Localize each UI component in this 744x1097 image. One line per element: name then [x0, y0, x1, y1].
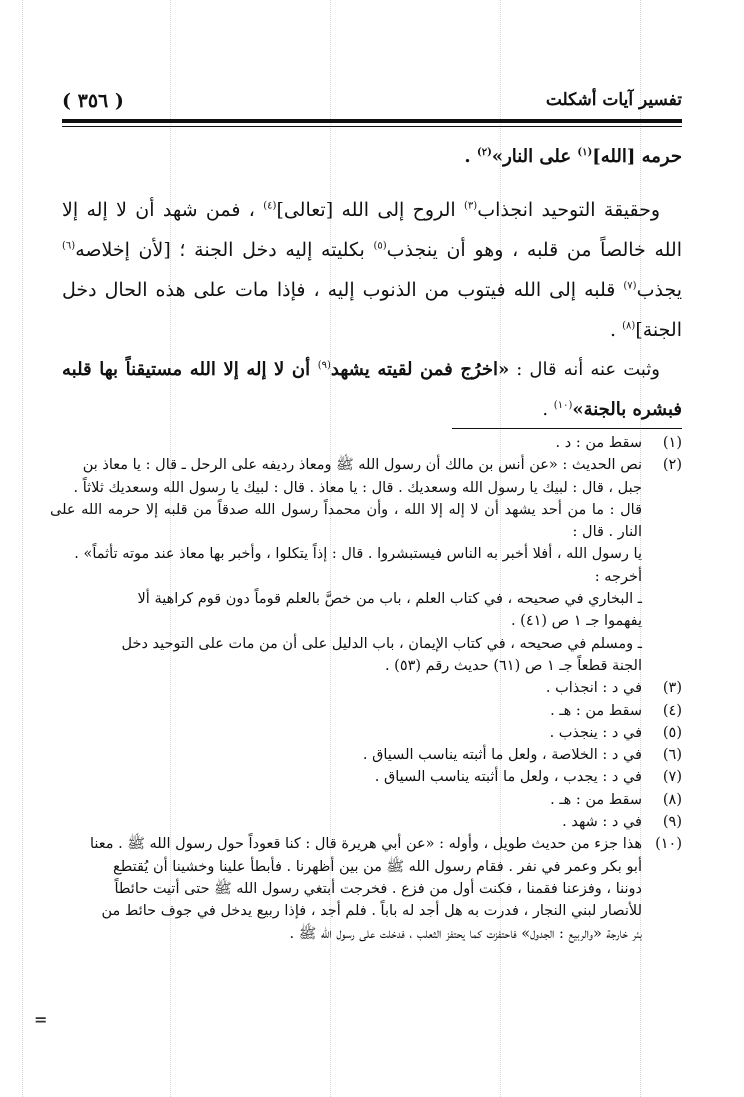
footnote-item	[50, 677, 682, 699]
footnote-ref-10[interactable]: (١٠)	[553, 400, 573, 411]
text-run: الروح إلى الله [تعالى]	[276, 199, 464, 221]
body-paragraph-tawhid	[62, 190, 682, 350]
footnote-line: دوننا ، وفزعنا فقمنا ، فكنت أول من فزع . فخرجت أبتغي رسول الله ﷺ حتى أتيت حائطاً	[114, 880, 642, 897]
footnote-line: سقط من : د .	[555, 435, 642, 451]
footnote-item	[50, 789, 682, 811]
footnote-line: في د : شهد .	[562, 814, 642, 831]
footnote-item	[50, 454, 682, 677]
footnote-ref-2[interactable]: (٢)	[476, 147, 492, 158]
footnote-line: سقط من : هـ .	[550, 702, 642, 719]
footnote-ref-7[interactable]: (٧)	[623, 280, 637, 292]
continuation-mark: =	[34, 1010, 48, 1029]
footnote-line: في د : انجذاب .	[545, 680, 642, 697]
footnote-separator	[452, 428, 682, 429]
hadith-quote: أن لا إله إلا الله مستيقناً بها قلبه فبشره بالجنة»	[62, 359, 682, 420]
page-number: ( ٣٥٦ )	[62, 90, 124, 112]
footnote-ref-5[interactable]: (٥)	[373, 240, 387, 252]
scan-guide-line	[22, 0, 23, 1097]
footnote-line: أبو بكر وعمر في نفر . فقام رسول الله ﷺ من بين أظهرنا . فأبطأ علينا وخشينا أن يُقتطع	[113, 858, 642, 875]
footnote-line: جبل ، قال : لبيك يا رسول الله وسعديك . قال : يا معاذ . قال : لبيك يا رسول الله وسعديك ثلاثاً .	[73, 479, 642, 496]
running-title: تفسير آيات أشكلت	[545, 90, 682, 110]
footnote-ref-1[interactable]: (١)	[577, 147, 593, 158]
hadith-quote: «اخرُج فمن لقيته يشهد	[330, 359, 510, 380]
footnote-item	[50, 722, 682, 744]
footnote-line: قال : ما من أحد يشهد أن لا إله إلا الله ، وأن محمداً رسول الله صدقاً من قلبه إلا حرمه الله على النار . قال :	[50, 501, 642, 541]
footnote-item	[50, 811, 682, 833]
text-run: حرمه [الله]	[592, 146, 682, 167]
footnote-line: الجنة قطعاً جـ ١ ص (٦١) حديث رقم (٥٣) .	[384, 657, 642, 674]
footnote-ref-6[interactable]: (٦)	[62, 240, 76, 252]
footnote-number: (٢)	[662, 457, 682, 474]
text-run: يجذب	[636, 279, 682, 301]
footnote-item	[50, 432, 682, 454]
text-run: على النار»	[491, 146, 578, 167]
footnote-number: (٩)	[662, 814, 682, 831]
footnote-item	[50, 833, 682, 944]
footnote-ref-8[interactable]: (٨)	[622, 320, 636, 332]
text-run: بكليته إليه دخل الجنة ؛ [لأن إخلاصه	[75, 239, 374, 261]
footnote-item	[50, 744, 682, 766]
footnote-line: أخرجه :	[594, 568, 642, 585]
footnote-line: هذا جزء من حديث طويل ، وأوله : «عن أبي هريرة قال : كنا قعوداً حول رسول الله ﷺ . معنا	[90, 836, 642, 853]
header-rule-thick	[62, 119, 682, 123]
text-run: .	[464, 146, 477, 167]
text-run: ، فمن شهد أن لا إله إلا الله خالصاً من قلبه ، وهو أن ينجذب	[62, 199, 682, 261]
page-header	[62, 86, 682, 116]
footnote-line: نص الحديث : «عن أنس بن مالك أن رسول الله ﷺ ومعاذ رديفه على الرحل ـ قال : يا معاذ بن	[82, 457, 642, 474]
footnote-number: (٥)	[662, 724, 682, 741]
body-paragraph-continuation	[62, 140, 682, 174]
footnote-line: في د : ينجذب .	[549, 724, 642, 741]
footnote-number: (٤)	[662, 702, 682, 719]
footnote-number: (٣)	[662, 680, 682, 697]
text-run: قلبه إلى الله فيتوب من الذنوب إليه ، فإذا مات على هذه الحال دخل الجنة]	[62, 279, 682, 341]
footnote-line: يا رسول الله ، أفلا أخبر به الناس فيستبشروا . قال : إذاً يتكلوا ، وأخبر بها معاذ عند موته تأثماً» .	[74, 546, 642, 563]
footnote-item	[50, 766, 682, 788]
footnote-line: ـ ومسلم في صحيحه ، في كتاب الإيمان ، باب الدليل على أن من مات على التوحيد دخل	[121, 635, 642, 652]
footnote-ref-4[interactable]: (٤)	[263, 200, 277, 212]
text-run: .	[610, 319, 623, 341]
footnote-line: في د : يجدب ، ولعل ما أثبته يناسب السياق .	[374, 769, 642, 786]
text-run: وحقيقة التوحيد انجذاب	[477, 199, 661, 221]
footnote-number: (٦)	[662, 747, 682, 764]
footnote-number: (٨)	[662, 791, 682, 808]
body-paragraph-hadith	[62, 350, 682, 430]
footnote-number: (٧)	[662, 769, 682, 786]
footnote-number: (١٠)	[655, 836, 682, 853]
footnote-line: بئر خارجة «والربيع : الجدول» فاحتفزت كما يحتفز الثعلب ، فدخلت على رسول الله ﷺ .	[289, 925, 642, 942]
text-run: وثبت عنه أنه قال :	[509, 359, 660, 380]
footnote-line: سقط من : هـ .	[550, 791, 642, 808]
footnote-line: يفهموا جـ ١ ص (٤١) .	[510, 613, 642, 630]
footnote-number: (١)	[662, 435, 682, 451]
header-rule-thin	[62, 126, 682, 127]
footnotes	[50, 432, 682, 945]
footnote-item	[50, 700, 682, 722]
footnote-line: للأنصار لبني النجار ، فدرت به هل أجد له باباً . فلم أجد ، فإذا ربيع يدخل في جوف حائط من	[101, 903, 642, 920]
footnote-line: في د : الخلاصة ، ولعل ما أثبته يناسب السياق .	[362, 747, 642, 764]
footnote-ref-3[interactable]: (٣)	[464, 200, 478, 212]
footnote-ref-9[interactable]: (٩)	[317, 360, 331, 371]
text-run: .	[542, 399, 554, 420]
footnote-line: ـ البخاري في صحيحه ، في كتاب العلم ، باب من خصَّ بالعلم قوماً دون قوم كراهية ألا	[137, 591, 642, 608]
